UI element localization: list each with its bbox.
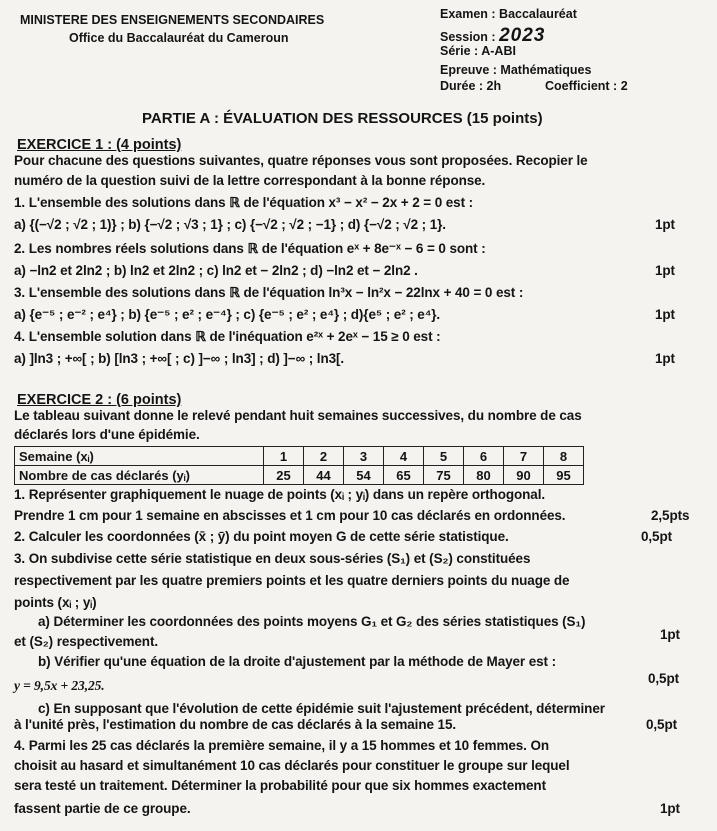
ex2-q3c-line2: à l'unité près, l'estimation du nombre de cas déclarés à la semaine 15.	[14, 717, 456, 732]
table-cell: 80	[464, 466, 504, 485]
table-cell: 7	[504, 447, 544, 466]
ex2-q3c-points: 0,5pt	[646, 717, 678, 732]
ex1-points-4: 1pt	[655, 351, 675, 366]
table-cell: 3	[344, 447, 384, 466]
ex1-question-4: 4. L'ensemble solution dans ℝ de l'inéquation e²ˣ + 2eˣ − 15 ≥ 0 est :	[14, 329, 441, 344]
ex2-q3b-points: 0,5pt	[648, 671, 680, 686]
ex2-q3-line2: respectivement par les quatre premiers points et les quatre derniers points du nuage de	[14, 573, 570, 588]
ex2-intro-1: Le tableau suivant donne le relevé pendant huit semaines successives, du nombre de cas	[14, 408, 582, 423]
table-cell: 25	[264, 466, 304, 485]
exam-label: Examen : Baccalauréat	[440, 7, 577, 21]
table-row	[15, 447, 584, 466]
ex2-q4-line4: fassent partie de ce groupe.	[14, 801, 191, 816]
exercise-1-title: EXERCICE 1 : (4 points)	[17, 137, 182, 153]
table-cell: 4	[384, 447, 424, 466]
ex1-answers-1: a) {(−√2 ; √2 ; 1)} ; b) {−√2 ; √3 ; 1} ; c) {−√2 ; √2 ; −1} ; d) {−√2 ; √2 ; 1}.	[14, 217, 446, 232]
ex1-answers-2: a) −ln2 et 2ln2 ; b) ln2 et 2ln2 ; c) ln2 et − 2ln2 ; d) −ln2 et − 2ln2 .	[14, 263, 418, 278]
table-cell: 6	[464, 447, 504, 466]
ex2-q1-line2: Prendre 1 cm pour 1 semaine en abscisses et 1 cm pour 10 cas déclarés en ordonnées.	[14, 508, 566, 523]
ex2-intro-2: déclarés lors d'une épidémie.	[14, 427, 200, 442]
ex1-points-3: 1pt	[655, 307, 675, 322]
ex1-answers-4: a) ]ln3 ; +∞[ ; b) [ln3 ; +∞[ ; c) ]−∞ ; ln3] ; d) ]−∞ ; ln3[.	[14, 351, 345, 366]
epreuve-label: Epreuve : Mathématiques	[440, 63, 592, 77]
ex2-q3b-line1: b) Vérifier qu'une équation de la droite d'ajustement par la méthode de Mayer est :	[38, 654, 556, 669]
table-cell: 95	[544, 466, 584, 485]
ex2-q3c-line1: c) En supposant que l'évolution de cette épidémie suit l'ajustement précédent, déterminer	[38, 701, 605, 716]
ex1-intro-2: numéro de la question suivi de la lettre correspondant à la bonne réponse.	[14, 173, 486, 188]
ex2-q1-points: 2,5pts	[651, 508, 690, 523]
office-name: Office du Baccalauréat du Cameroun	[69, 31, 289, 45]
ex2-q3a-points: 1pt	[660, 627, 680, 642]
table-cell: 1	[264, 447, 304, 466]
ex2-q4-points: 1pt	[660, 801, 680, 816]
ex2-q3-line1: 3. On subdivise cette série statistique en deux sous-séries (S₁) et (S₂) constituées	[14, 551, 531, 566]
table-cell: 44	[304, 466, 344, 485]
exercise-2-title: EXERCICE 2 : (6 points)	[17, 392, 182, 408]
table-cell: 90	[504, 466, 544, 485]
ex2-q3a-line2: et (S₂) respectivement.	[14, 634, 158, 649]
ex1-points-1: 1pt	[655, 217, 675, 232]
ex2-q1-line1: 1. Représenter graphiquement le nuage de points (xᵢ ; yᵢ) dans un repère orthogonal.	[14, 487, 546, 502]
serie-label: Série : A-ABI	[440, 44, 516, 58]
ex2-q2-points: 0,5pt	[641, 529, 673, 544]
ex1-question-3: 3. L'ensemble des solutions dans ℝ de l'équation ln³x − ln²x − 22lnx + 40 = 0 est :	[14, 285, 524, 300]
data-table	[14, 446, 584, 485]
duree-label: Durée : 2h	[440, 79, 502, 93]
ex2-q4-line1: 4. Parmi les 25 cas déclarés la première semaine, il y a 15 hommes et 10 femmes. On	[14, 738, 550, 753]
ex2-q2: 2. Calculer les coordonnées (x̄ ; ȳ) du point moyen G de cette série statistique.	[14, 529, 509, 544]
table-cell: 54	[344, 466, 384, 485]
table-cell: 5	[424, 447, 464, 466]
table-cell: 65	[384, 466, 424, 485]
session-label: Session :	[440, 30, 496, 44]
ex2-q4-line2: choisit au hasard et simultanément 10 cas déclarés pour constituer le groupe sur lequel	[14, 758, 570, 773]
table-cell: 2	[304, 447, 344, 466]
ex1-intro-1: Pour chacune des questions suivantes, quatre réponses vous sont proposées. Recopier le	[14, 153, 588, 168]
table-row	[15, 466, 584, 485]
table-header-cases: Nombre de cas déclarés (yᵢ)	[15, 466, 264, 485]
ex1-question-2: 2. Les nombres réels solutions dans ℝ de l'équation eˣ + 8e⁻ˣ − 6 = 0 sont :	[14, 241, 486, 256]
part-title: PARTIE A : ÉVALUATION DES RESSOURCES (15 points)	[142, 110, 543, 127]
table-header-week: Semaine (xᵢ)	[15, 447, 264, 466]
ex2-q4-line3: sera testé un traitement. Déterminer la probabilité pour que six hommes exactement	[14, 778, 546, 793]
ex1-question-1: 1. L'ensemble des solutions dans ℝ de l'équation x³ − x² − 2x + 2 = 0 est :	[14, 195, 474, 210]
session-year: 2023	[499, 25, 546, 46]
ex2-q3-line3: points (xᵢ ; yᵢ)	[14, 595, 97, 610]
ex1-points-2: 1pt	[655, 263, 675, 278]
ex2-q3b-equation: y = 9,5x + 23,25.	[14, 678, 105, 693]
coefficient-label: Coefficient : 2	[545, 79, 628, 93]
table-cell: 75	[424, 466, 464, 485]
table-cell: 8	[544, 447, 584, 466]
ex1-answers-3: a) {e⁻⁵ ; e⁻² ; e⁴} ; b) {e⁻⁵ ; e² ; e⁻⁴} ; c) {e⁻⁵ ; e² ; e⁴} ; d){e⁵ ; e² ; e⁴}.	[14, 307, 441, 322]
ministry-name: MINISTERE DES ENSEIGNEMENTS SECONDAIRES	[20, 13, 325, 27]
ex2-q3a-line1: a) Déterminer les coordonnées des points moyens G₁ et G₂ des séries statistiques (S₁)	[38, 614, 586, 629]
